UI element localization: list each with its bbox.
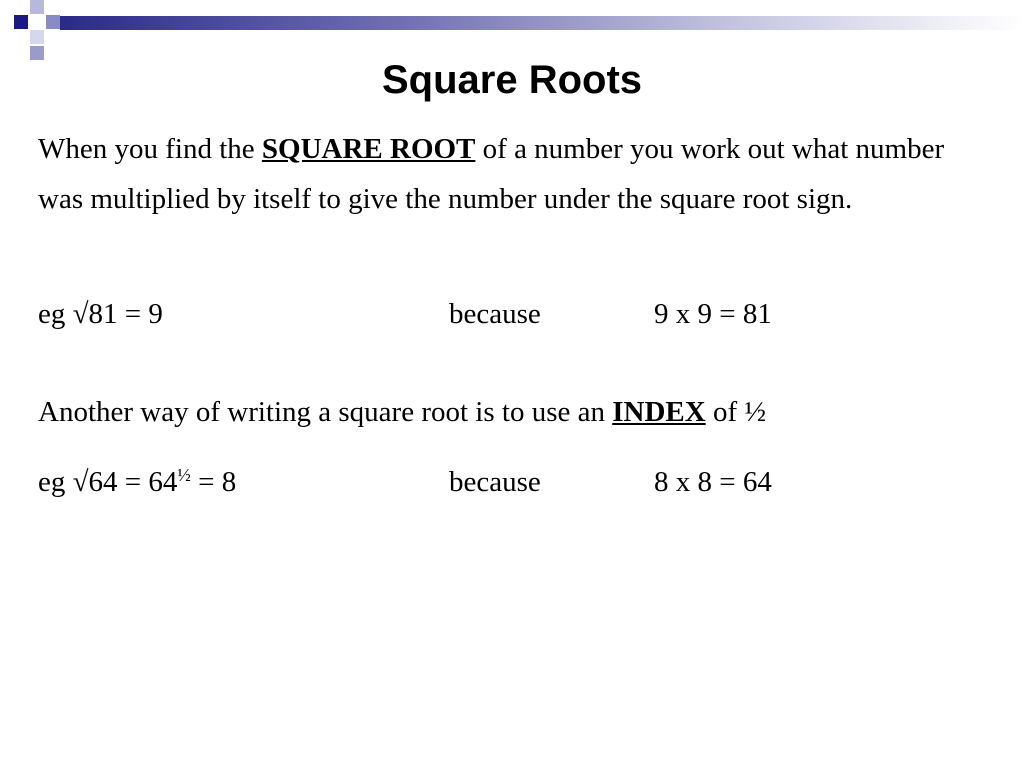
header-square-mid <box>46 15 60 29</box>
index-prefix: Another way of writing a square root is to use an <box>38 396 613 428</box>
example-2-because: because <box>449 466 541 498</box>
definition-prefix: When you find the <box>38 133 262 165</box>
example-2-lhs-end: = 8 <box>190 466 237 498</box>
example-2-rhs: 8 x 8 = 64 <box>654 466 772 498</box>
index-keyword: INDEX <box>612 396 706 428</box>
example-2-lhs-start: eg √64 = 64 <box>38 466 178 498</box>
example-1-lhs: eg √81 = 9 <box>38 298 163 330</box>
slide-title: Square Roots <box>381 58 643 102</box>
example-2-power: ½ <box>177 465 191 485</box>
example-2-lhs <box>38 462 236 502</box>
index-paragraph <box>38 390 988 434</box>
example-1-because: because <box>449 298 541 330</box>
definition-suffix: of a number you work out what number was multiplied by itself to give the number under the square root sign. <box>38 133 945 215</box>
definition-paragraph <box>38 124 988 224</box>
header-square-pale <box>30 30 44 44</box>
index-suffix: of ½ <box>705 396 767 428</box>
definition-keyword: SQUARE ROOT <box>261 133 476 165</box>
header-square-light <box>30 0 44 14</box>
header-square-dark <box>14 15 28 29</box>
example-1-rhs: 9 x 9 = 81 <box>654 298 772 330</box>
header-gradient-bar <box>60 16 1024 30</box>
example-row-2 <box>38 462 988 502</box>
example-row-1 <box>38 294 988 334</box>
